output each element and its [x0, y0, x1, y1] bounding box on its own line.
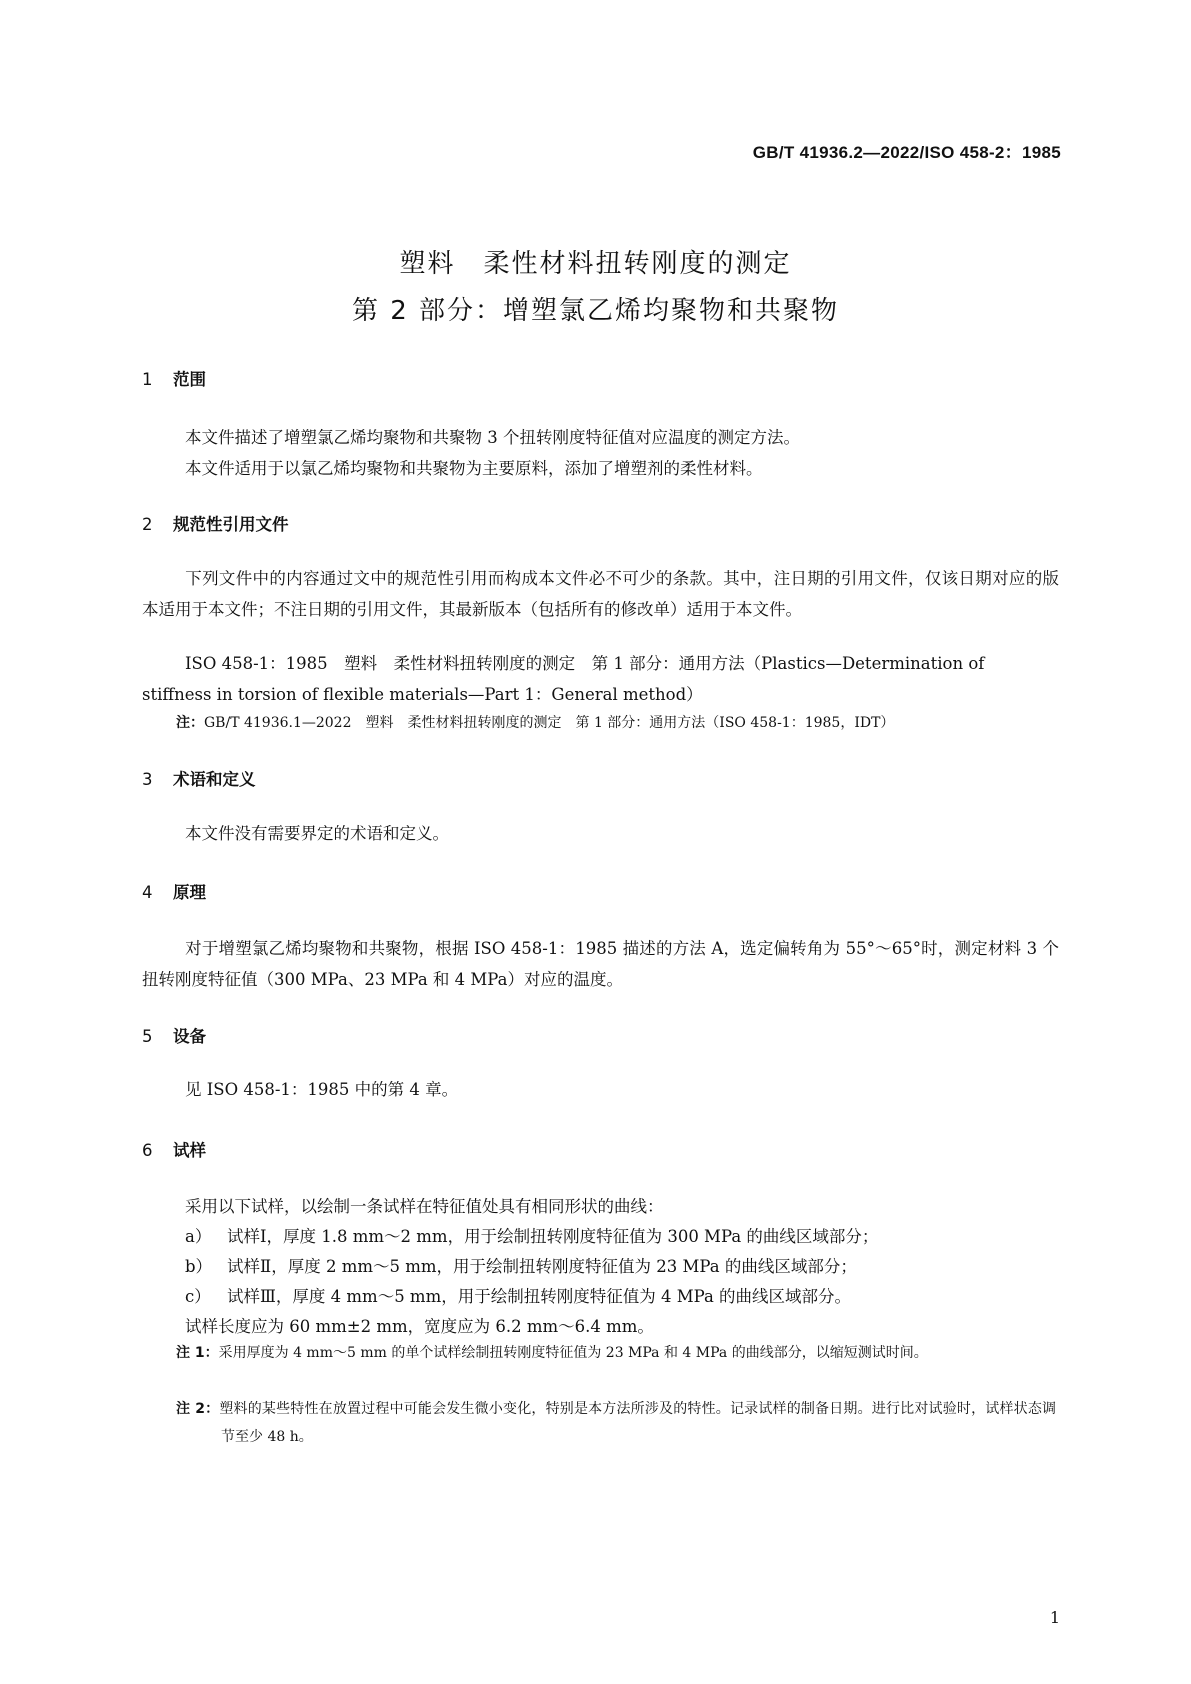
section-title: 规范性引用文件	[173, 515, 289, 534]
list-item-text: 试样Ⅲ，厚度 4 mm～5 mm，用于绘制扭转刚度特征值为 4 MPa 的曲线区域部分。	[227, 1287, 852, 1306]
note-label: 注 2：	[176, 1401, 220, 1417]
section-6-note-1	[176, 1339, 1056, 1367]
list-item	[185, 1253, 857, 1277]
list-item-text: 试样Ⅰ，厚度 1.8 mm～2 mm，用于绘制扭转刚度特征值为 300 MPa 的曲线区域部分；	[227, 1227, 879, 1246]
section-number: 1	[142, 370, 153, 389]
note-text: 采用厚度为 4 mm～5 mm 的单个试样绘制扭转刚度特征值为 23 MPa 和 4 MPa 的曲线部分，以缩短测试时间。	[218, 1345, 928, 1361]
section-6-note-2	[176, 1395, 1056, 1451]
section-4-paragraph-text: 对于增塑氯乙烯均聚物和共聚物，根据 ISO 458-1：1985 描述的方法 A，选定偏转角为 55°～65°时，测定材料 3 个扭转刚度特征值（300 MPa、23 MPa 和 4 MPa）对应的温度。	[142, 939, 1059, 989]
list-item	[185, 1283, 851, 1307]
section-number: 4	[142, 883, 153, 902]
section-3-heading	[142, 766, 256, 790]
note-text: 塑料的某些特性在放置过程中可能会发生微小变化，特别是本方法所涉及的特性。记录试样的制备日期。进行比对试验时，试样状态调节至少 48 h。	[219, 1401, 1056, 1445]
section-6-paragraph-1: 采用以下试样，以绘制一条试样在特征值处具有相同形状的曲线：	[185, 1197, 664, 1216]
normative-reference-text: ISO 458-1：1985 塑料 柔性材料扭转刚度的测定 第 1 部分：通用方法（Plastics—Determination of stiffness in torsion of flexible materials—Part 1：General method）	[142, 654, 985, 704]
page-number: 1	[1049, 1608, 1060, 1627]
section-2-heading	[142, 511, 289, 535]
document-title-line1: 塑料 柔性材料扭转刚度的测定	[399, 249, 792, 279]
note-text: GB/T 41936.1—2022 塑料 柔性材料扭转刚度的测定 第 1 部分：通用方法（ISO 458-1：1985，IDT）	[204, 715, 895, 731]
note-label: 注：	[176, 715, 204, 731]
section-title: 试样	[173, 1141, 206, 1160]
section-title: 原理	[173, 883, 206, 902]
section-1-heading	[142, 366, 206, 390]
section-5-paragraph: 见 ISO 458-1：1985 中的第 4 章。	[185, 1080, 459, 1099]
section-2-paragraph	[142, 563, 1059, 625]
section-number: 6	[142, 1141, 153, 1160]
section-6-heading	[142, 1137, 206, 1161]
document-title-line2: 第 2 部分：增塑氯乙烯均聚物和共聚物	[351, 296, 840, 326]
section-4-paragraph	[142, 933, 1059, 995]
section-number: 5	[142, 1027, 153, 1046]
list-item	[185, 1223, 878, 1247]
section-1-paragraph-1: 本文件描述了增塑氯乙烯均聚物和共聚物 3 个扭转刚度特征值对应温度的测定方法。	[185, 428, 800, 447]
section-title: 术语和定义	[173, 770, 256, 789]
section-number: 3	[142, 770, 153, 789]
section-6-paragraph-2: 试样长度应为 60 mm±2 mm，宽度应为 6.2 mm～6.4 mm。	[185, 1317, 654, 1336]
section-1-paragraph-2: 本文件适用于以氯乙烯均聚物和共聚物为主要原料，添加了增塑剂的柔性材料。	[185, 459, 763, 478]
list-marker: b）	[185, 1257, 213, 1276]
list-item-text: 试样Ⅱ，厚度 2 mm～5 mm，用于绘制扭转刚度特征值为 23 MPa 的曲线区域部分；	[227, 1257, 857, 1276]
list-marker: a）	[185, 1227, 212, 1246]
section-2-paragraph-text: 下列文件中的内容通过文中的规范性引用而构成本文件必不可少的条款。其中，注日期的引用文件，仅该日期对应的版本适用于本文件；不注日期的引用文件，其最新版本（包括所有的修改单）适用于本文件。	[142, 569, 1059, 619]
section-4-heading	[142, 879, 206, 903]
section-5-heading	[142, 1023, 206, 1047]
section-number: 2	[142, 515, 153, 534]
section-title: 范围	[173, 370, 206, 389]
normative-reference	[142, 648, 1059, 710]
list-marker: c）	[185, 1287, 211, 1306]
standard-code: GB/T 41936.2—2022/ISO 458-2：1985	[752, 143, 1061, 162]
section-title: 设备	[173, 1027, 206, 1046]
section-3-paragraph: 本文件没有需要界定的术语和定义。	[185, 824, 449, 843]
note-label: 注 1：	[176, 1345, 219, 1361]
section-2-note	[176, 712, 894, 732]
